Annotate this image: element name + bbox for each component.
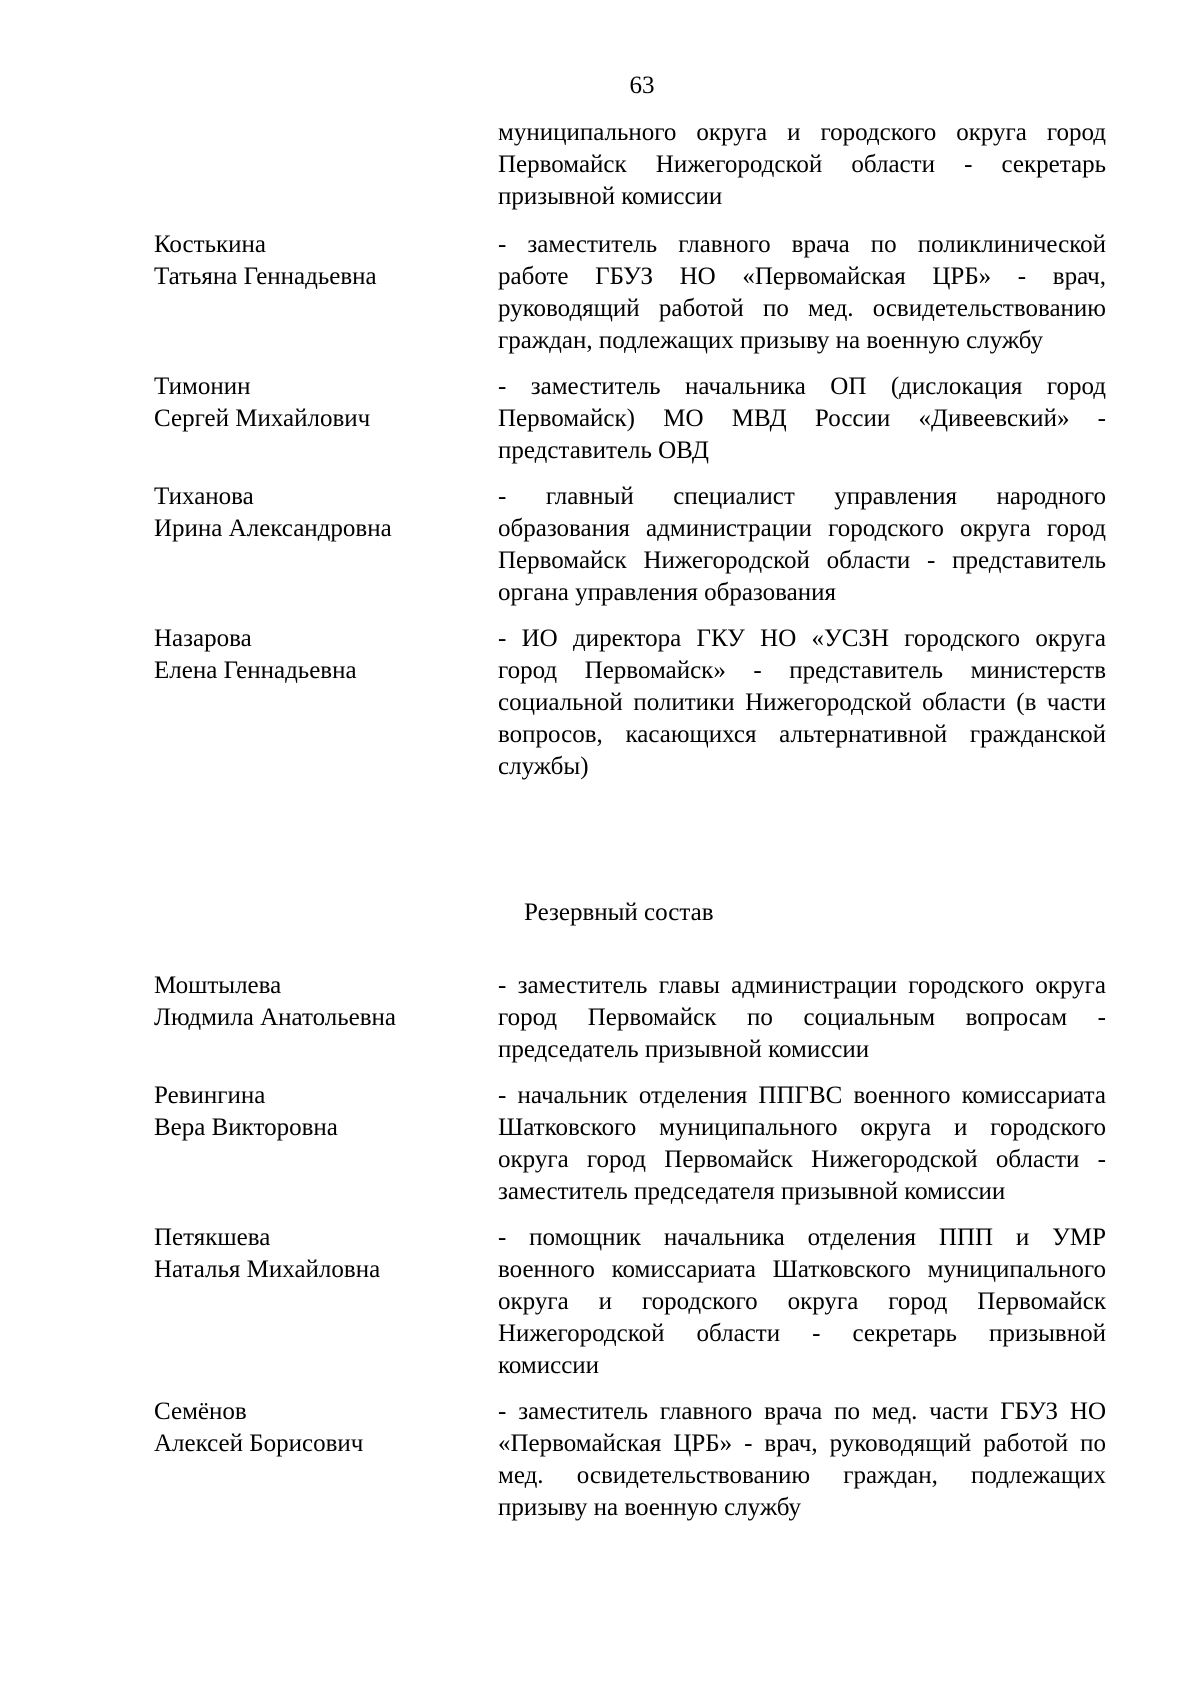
member-role: - заместитель главного врача по поликлинической работе ГБУЗ НО «Первомайская ЦРБ» - врач, руководящий работой по мед. освидетельствованию граждан, подлежащих призыву на военную службу [498, 231, 1106, 354]
reserve-members-list [154, 970, 1106, 1538]
member-role: - помощник начальника отделения ППП и УМР военного комиссариата Шатковского муниципального округа и городского округа город Первомайск Нижегородской области - секретарь призывной комиссии [498, 1224, 1106, 1379]
member-entry [154, 1396, 1106, 1524]
member-given-names: Алексей Борисович [154, 1430, 364, 1457]
member-entry [154, 371, 1106, 467]
member-role: - заместитель главного врача по мед. части ГБУЗ НО «Первомайская ЦРБ» - врач, руководящий работой по мед. освидетельствованию граждан, подлежащих призыву на военную службу [498, 1398, 1106, 1521]
member-role: - заместитель главы администрации городского округа город Первомайск по социальным вопросам - председатель призывной комиссии [498, 972, 1106, 1063]
member-given-names: Людмила Анатольевна [154, 1004, 397, 1031]
lead-continuation-text: муниципального округа и городского округа город Первомайск Нижегородской области - секретарь призывной комиссии [498, 119, 1106, 210]
member-name [154, 1080, 498, 1208]
member-surname: Петякшева [154, 1224, 271, 1251]
member-name [154, 970, 498, 1066]
member-name [154, 229, 498, 357]
member-surname: Тиханова [154, 483, 254, 510]
member-surname: Тимонин [154, 373, 251, 400]
member-name [154, 481, 498, 609]
member-surname: Семёнов [154, 1398, 247, 1425]
member-surname: Назарова [154, 625, 252, 652]
member-given-names: Вера Викторовна [154, 1114, 338, 1141]
member-name [154, 371, 498, 467]
member-given-names: Елена Геннадьевна [154, 657, 357, 684]
member-entry [154, 229, 1106, 357]
member-surname: Костькина [154, 231, 266, 258]
member-role: - ИО директора ГКУ НО «УСЗН городского округа город Первомайск» - представитель министерств социальной политики Нижегородской области (в части вопросов, касающихся альтернативной гражданской службы) [498, 625, 1106, 780]
member-given-names: Ирина Александровна [154, 515, 392, 542]
member-role: - начальник отделения ППГВС военного комиссариата Шатковского муниципального округа и городского округа город Первомайск Нижегородской области - заместитель председателя призывной комиссии [498, 1082, 1106, 1205]
member-surname: Моштылева [154, 972, 282, 999]
member-surname: Ревингина [154, 1082, 266, 1109]
member-role: - заместитель начальника ОП (дислокация город Первомайск) МО МВД России «Дивеевский» - представитель ОВД [498, 373, 1106, 464]
member-name [154, 1222, 498, 1382]
page-number: 63 [629, 72, 655, 99]
member-given-names: Татьяна Геннадьевна [154, 263, 377, 290]
member-entry [154, 1222, 1106, 1382]
member-given-names: Сергей Михайлович [154, 405, 371, 432]
reserve-section-heading: Резервный состав [524, 899, 714, 926]
member-name [154, 623, 498, 783]
member-given-names: Наталья Михайловна [154, 1256, 381, 1283]
member-entry [154, 1080, 1106, 1208]
member-entry [154, 970, 1106, 1066]
member-entry [154, 481, 1106, 609]
member-name [154, 1396, 498, 1524]
member-role: - главный специалист управления народного образования администрации городского округа город Первомайск Нижегородской области - представитель органа управления образования [498, 483, 1106, 606]
main-members-list [154, 229, 1106, 797]
member-entry [154, 623, 1106, 783]
